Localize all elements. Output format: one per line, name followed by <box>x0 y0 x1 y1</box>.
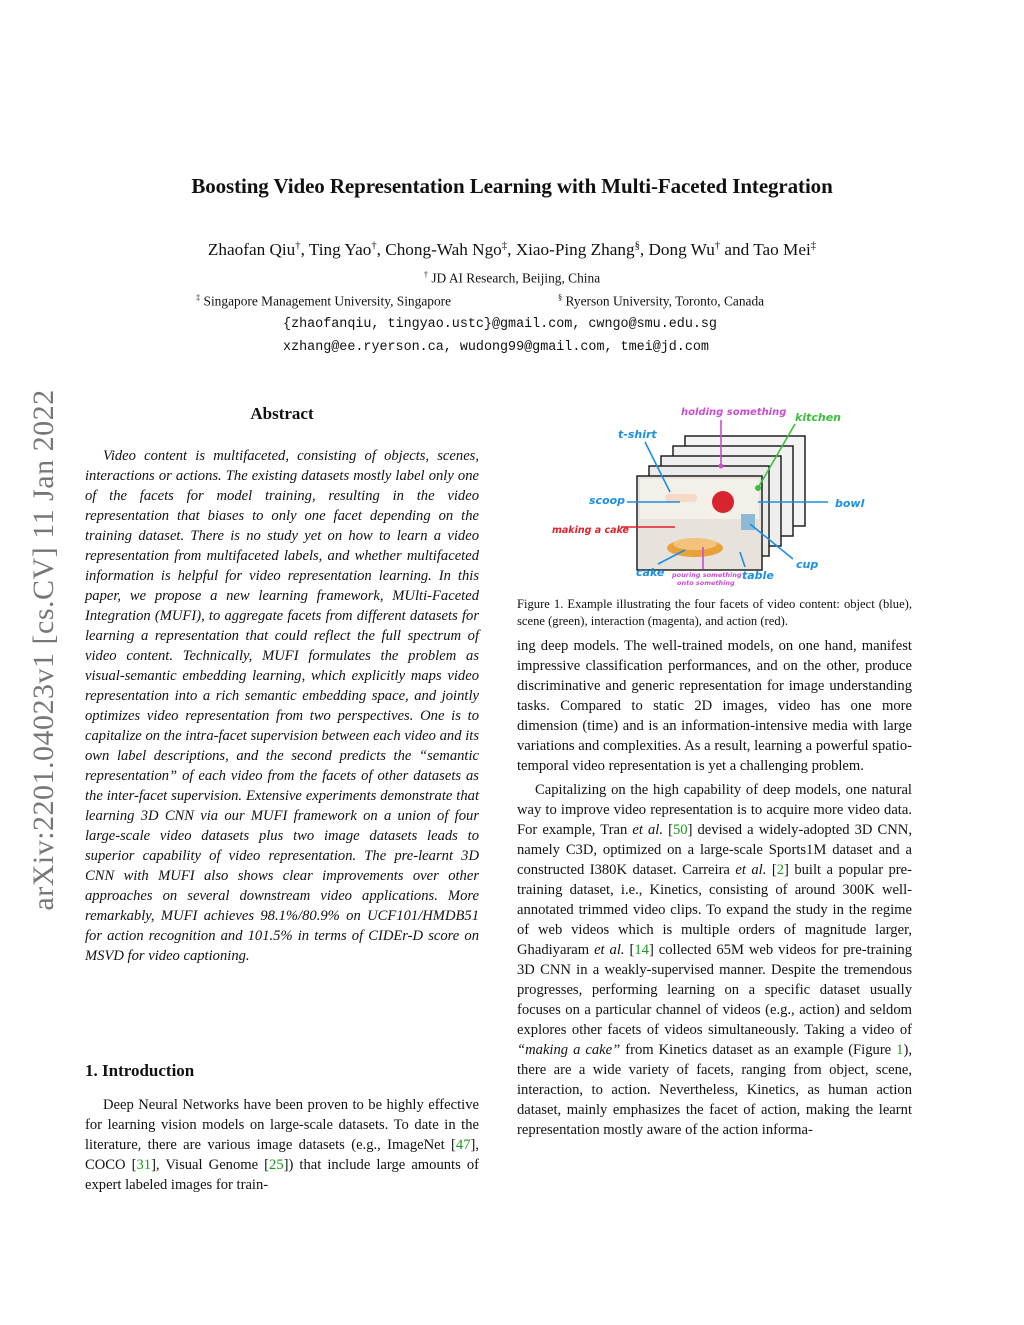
email-line-2: xzhang@ee.ryerson.ca, wudong99@gmail.com, tmei@jd.com <box>283 340 709 355</box>
paper-title: Boosting Video Representation Learning with Multi-Faceted Integration <box>191 174 833 198</box>
author-affiliation-mark: † <box>714 240 721 252</box>
affiliation-jd: † JD AI Research, Beijing, China <box>423 270 601 286</box>
label-making-cake: making a cake <box>552 525 629 536</box>
red-cup <box>712 491 734 513</box>
intro-heading: 1. Introduction <box>85 1061 195 1080</box>
author-name: Xiao-Ping Zhang <box>515 240 635 259</box>
label-cup: cup <box>796 558 819 571</box>
cake-top <box>673 538 717 550</box>
author-name: Chong-Wah Ngo <box>385 240 502 259</box>
figure-1-caption: Figure 1. Example illustrating the four facets of video content: object (blue), scene (green), interaction (magenta), and action (red). <box>517 597 912 628</box>
affiliation-ryerson: § Ryerson University, Toronto, Canada <box>558 293 765 309</box>
figure-1-illustration <box>545 402 895 592</box>
email-line-1: {zhaofanqiu, tingyao.ustc}@gmail.com, cwngo@smu.edu.sg <box>283 317 717 332</box>
author-affiliation-mark: § <box>634 240 640 252</box>
label-pouring-2: onto something <box>677 579 735 587</box>
intro-paragraph-1-continued: ing deep models. The well-trained models, on one hand, manifest impressive classification performances, and on the other, produce discriminative and generic representation for image understanding tasks. Compared to static 2D images, video has one more dimension (time) and is an information-intensive media with large variations and complexities. As a result, learning a powerful spatio-temporal video representation is yet a challenging problem. <box>517 638 912 774</box>
blue-cup <box>741 514 755 530</box>
abstract-heading: Abstract <box>250 404 314 423</box>
author-affiliation-mark: † <box>295 240 301 252</box>
arxiv-stamp: arXiv:2201.04023v1 [cs.CV] 11 Jan 2022 <box>27 389 60 911</box>
intro-paragraph-1: Deep Neural Networks have been proven to be highly effective for learning vision models on large-scale datasets. To date in the literature, there are various image datasets (e.g., ImageNet [47], COCO [31], Visual Genome [25]) that include large amounts of expert labeled images for train- <box>85 1097 479 1193</box>
label-scoop: scoop <box>589 494 626 507</box>
label-cake: cake <box>636 566 665 579</box>
hand-shape <box>665 494 697 502</box>
author-name: Ting Yao <box>308 240 372 259</box>
label-bowl: bowl <box>835 497 865 510</box>
author-affiliation-mark: † <box>371 240 377 252</box>
intro-paragraph-2: Capitalizing on the high capability of deep models, one natural way to improve video representation is to acquire more video data. For example, Tran et al. [50] devised a widely-adopted 3D CNN, namely C3D, optimized on a large-scale Sports1M dataset and a constructed I380K dataset. Carreira et al. [2] built a popular pre-training dataset, i.e., Kinetics, consisting of around 300K well-annotated trimmed video clips. To expand the study in the regime of web videos which is multiple orders of magnitude larger, Ghadiyaram et al. [14] collected 65M web videos for pre-training 3D CNN in a weakly-supervised manner. Despite the tremendous progresses, performing learning on a specific dataset usually focuses on a particular channel of videos (e.g., action) and seldom explores other facets of videos simultaneously. Taking a video of “making a cake” from Kinetics dataset as an example (Figure 1), there are a wide variety of facets, ranging from object, scene, interaction, to action. Nevertheless, Kinetics, as human action dataset, mainly emphasizes the facet of action, making the learnt representation mostly aware of the action informa- <box>517 782 913 1138</box>
author-affiliation-mark: ‡ <box>810 240 817 252</box>
label-tshirt: t-shirt <box>618 428 657 441</box>
author-list: Zhaofan Qiu†, Ting Yao†, Chong-Wah Ngo‡, Xiao-Ping Zhang§, Dong Wu† and Tao Mei‡ <box>207 240 817 259</box>
author-name: Tao Mei <box>753 240 811 259</box>
abstract-body: Video content is multifaceted, consisting of objects, scenes, interactions or actions. The existing datasets mostly label only one of the facets for model training, resulting in the video representation that biases to only one facet depending on the training dataset. There is no study yet on how to learn a video representation from multifaceted labels, and whether multifaceted information is helpful for video representation learning. In this paper, we propose a new learning framework, MUlti-Faceted Integration (MUFI), to aggregate facets from different datasets for learning a representation that could reflect the full spectrum of video content. Technically, MUFI formulates the problem as visual-semantic embedding learning, which explicitly maps video representation into a rich semantic embedding space, and jointly optimizes video representation from two perspectives. One is to capitalize on the intra-facet supervision between each video and its own label descriptions, and the second predicts the “semantic representation” of each video from the facets of other datasets as the inter-facet supervision. Extensive experiments demonstrate that learning 3D CNN via our MUFI framework on a union of four large-scale video datasets plus two image datasets leads to superior capability of video representation. The pre-learnt 3D CNN with MUFI also shows clear improvements over other approaches on several downstream video applications. More remarkably, MUFI achieves 98.1%/80.9% on UCF101/HMDB51 for action recognition and 101.5% in terms of CIDEr-D score on MSVD for video captioning. <box>85 448 479 964</box>
label-pouring-1: pouring something <box>672 571 742 579</box>
author-affiliation-mark: ‡ <box>501 240 508 252</box>
label-table: table <box>742 569 774 582</box>
kitchen-wall <box>640 479 759 519</box>
author-name: Zhaofan Qiu <box>207 240 296 259</box>
label-holding: holding something <box>681 407 787 418</box>
label-kitchen: kitchen <box>795 411 841 424</box>
affiliation-smu: ‡ Singapore Management University, Singapore <box>196 293 452 309</box>
intro-right-column <box>517 636 912 1140</box>
author-name: Dong Wu <box>648 240 715 259</box>
